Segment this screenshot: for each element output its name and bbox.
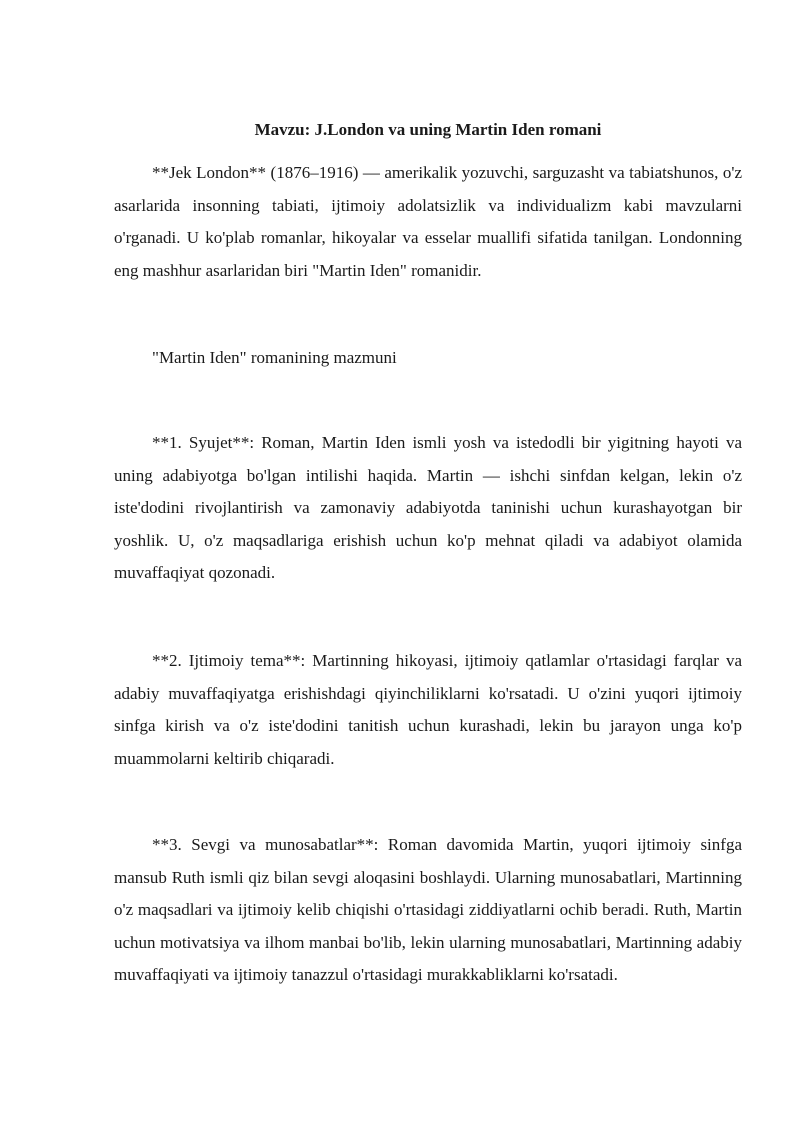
ijtimoiy-tema-paragraph: **2. Ijtimoiy tema**: Martinning hikoyasi, ijtimoiy qatlamlar o'rtasidagi farqlar va adabiy muvaffaqiyatga erishishdagi qiyinchiliklarni ko'rsatadi. U o'zini yuqori ijtimoiy sinfga kirish va o'z iste'dodini tanitish uchun kurashadi, lekin bu jarayon unga ko'p muammolarni keltirib chiqaradi. — [114, 651, 742, 768]
section-heading: "Martin Iden" romanining mazmuni — [152, 348, 397, 367]
sevgi-paragraph: **3. Sevgi va munosabatlar**: Roman davomida Martin, yuqori ijtimoiy sinfga mansub Ruth ismli qiz bilan sevgi aloqasini boshlaydi. Ularning munosabatlari, Martinning o'z maqsadlari va ijtimoiy kelib chiqishi o'rtasidagi ziddiyatlarni ochib beradi. Ruth, Martin uchun motivatsiya va ilhom manbai bo'lib, lekin ularning munosabatlari, Martinning adabiy muvaffaqiyati va ijtimoiy tanazzul o'rtasidagi murakkabliklarni ko'rsatadi. — [114, 835, 742, 984]
intro-paragraph: **Jek London** (1876–1916) — amerikalik yozuvchi, sarguzasht va tabiatshunos, o'z asarlarida insonning tabiati, ijtimoiy adolatsizlik va individualizm kabi mavzularni o'rganadi. U ko'plab romanlar, hikoyalar va esselar muallifi sifatida tanilgan. Londonning eng mashhur asarlaridan biri "Martin Iden" romanidir. — [114, 163, 742, 280]
document-title: Mavzu: J.London va uning Martin Iden romani — [254, 120, 602, 139]
syujet-paragraph: **1. Syujet**: Roman, Martin Iden ismli yosh va istedodli bir yigitning hayoti va uning adabiyotga bo'lgan intilishi haqida. Martin — ishchi sinfdan kelgan, lekin o'z iste'dodini rivojlantirish va zamonaviy adabiyotda taninishi uchun kurashayotgan bir yoshlik. U, o'z maqsadlariga erishish uchun ko'p mehnat qiladi va adabiyot olamida muvaffaqiyat qozonadi. — [114, 433, 742, 582]
